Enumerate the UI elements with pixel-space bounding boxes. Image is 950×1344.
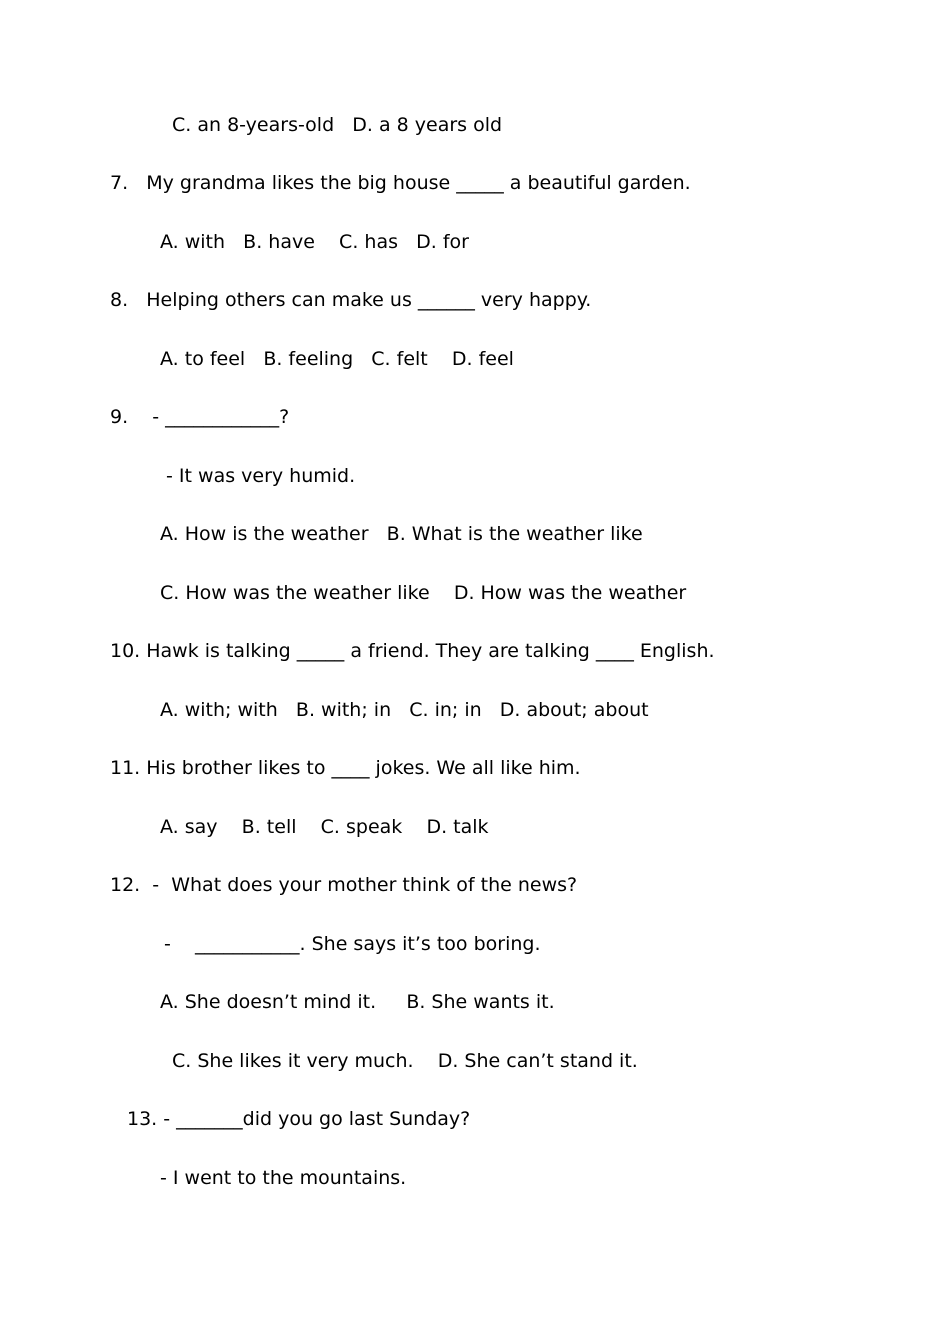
q10-question: 10. Hawk is talking _____ a friend. They are talking ____ English. (110, 640, 715, 662)
q12-question: 12. - What does your mother think of the news? (110, 874, 578, 896)
q9-question: 9. - ____________? (110, 406, 290, 428)
q12-options-cd: C. She likes it very much. D. She can’t stand it. (172, 1050, 638, 1072)
q9-options-cd: C. How was the weather like D. How was the weather (160, 582, 687, 604)
q9-options-ab: A. How is the weather B. What is the weather like (160, 523, 643, 545)
q8-question: 8. Helping others can make us ______ very happy. (110, 289, 592, 311)
q13-question: 13. - _______did you go last Sunday? (127, 1108, 471, 1130)
q10-options: A. with; with B. with; in C. in; in D. about; about (160, 699, 649, 721)
q9-response: - It was very humid. (160, 465, 356, 487)
q12-options-ab: A. She doesn’t mind it. B. She wants it. (160, 991, 555, 1013)
q7-options: A. with B. have C. has D. for (160, 231, 469, 253)
q8-options: A. to feel B. feeling C. felt D. feel (160, 348, 514, 370)
q12-response: - ___________. She says it’s too boring. (164, 933, 541, 955)
q7-question: 7. My grandma likes the big house _____ a beautiful garden. (110, 172, 691, 194)
q11-options: A. say B. tell C. speak D. talk (160, 816, 489, 838)
q13-response: - I went to the mountains. (160, 1167, 407, 1189)
q11-question: 11. His brother likes to ____ jokes. We all like him. (110, 757, 581, 779)
q6-options-cd: C. an 8-years-old D. a 8 years old (172, 114, 503, 136)
